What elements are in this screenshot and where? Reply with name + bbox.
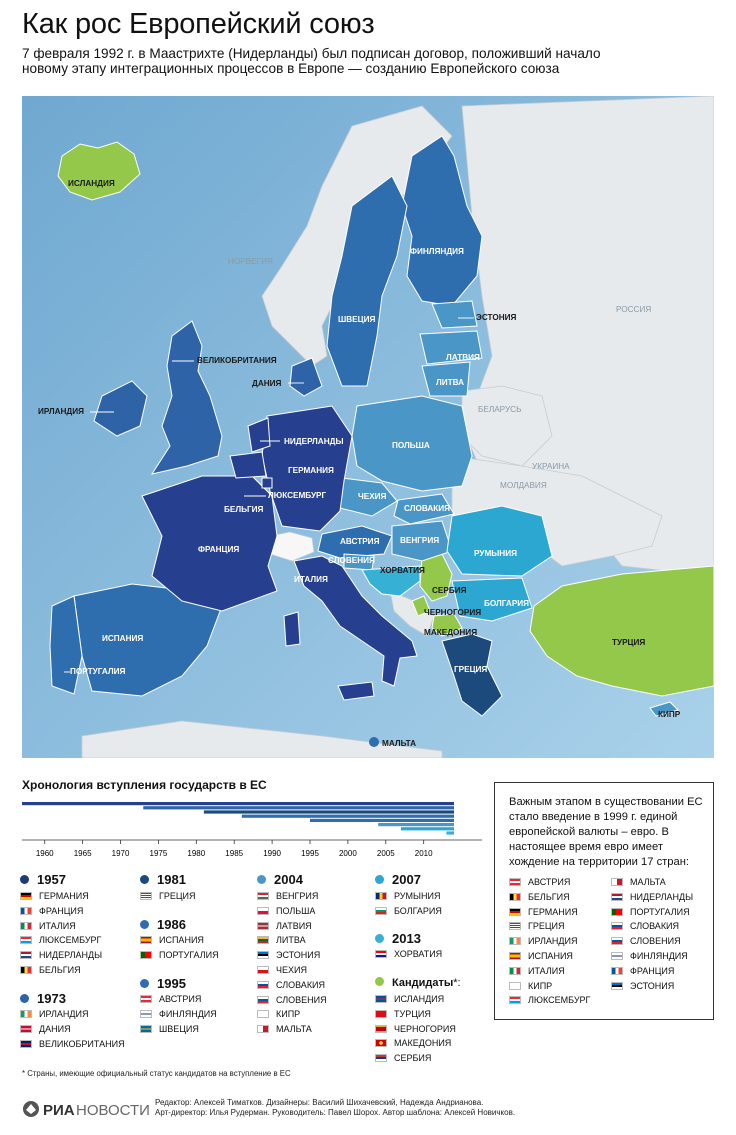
euro-country-name: ЭСТОНИЯ: [630, 980, 675, 991]
sardinia-shape: [284, 612, 300, 646]
euro-country: [509, 951, 573, 961]
legend-country-name: ЛИТВА: [276, 935, 306, 946]
map-label-turkey: ТУРЦИЯ: [612, 638, 646, 647]
map-label-romania: РУМЫНИЯ: [474, 549, 517, 558]
eu-map: [22, 96, 714, 758]
euro-country: [611, 951, 688, 961]
timeline-bar-1995: [310, 819, 454, 822]
flag-icon: [509, 982, 521, 990]
euro-country: [611, 936, 681, 946]
map-label-portugal: ПОРТУГАЛИЯ: [70, 667, 126, 676]
euro-country-name: ФРАНЦИЯ: [630, 965, 675, 976]
legend-year-2007: [375, 872, 421, 887]
euro-country-name: БЕЛЬГИЯ: [528, 891, 570, 902]
legend-dot-2007: [375, 875, 384, 884]
timeline-bar-2013: [446, 831, 454, 834]
map-label-serbia: СЕРБИЯ: [432, 586, 467, 595]
legend-country-name: ГЕРМАНИЯ: [39, 891, 89, 901]
legend-candidates: [375, 977, 461, 989]
legend-country-name: ЧЕРНОГОРИЯ: [394, 1023, 456, 1034]
euro-country: [611, 921, 679, 931]
legend-year-label-2007: 2007: [392, 872, 421, 887]
legend-country-name: СЕРБИЯ: [394, 1053, 432, 1064]
legend-year-label-1957: 1957: [37, 872, 66, 887]
map-label-ireland: ИРЛАНДИЯ: [38, 407, 85, 416]
flag-icon: [611, 952, 623, 960]
euro-country-name: ГРЕЦИЯ: [528, 921, 565, 932]
legend-country: [257, 891, 318, 901]
credits: [155, 1098, 515, 1118]
flag-icon: [140, 892, 152, 900]
legend-country-name: АВСТРИЯ: [159, 994, 202, 1004]
timeline-bar-2004: [378, 823, 454, 826]
flag-icon: [375, 1054, 387, 1062]
flag-icon: [257, 892, 269, 900]
euro-country-name: МАЛЬТА: [630, 877, 666, 887]
legend-country-name: ВЕНГРИЯ: [276, 891, 319, 901]
flag-icon: [611, 893, 623, 901]
map-label-moldova: МОЛДАВИЯ: [500, 481, 547, 490]
legend-dot-2004: [257, 875, 266, 884]
euro-country: [611, 892, 693, 902]
flag-icon: [140, 1010, 152, 1018]
ria-novosti-logo: [22, 1098, 152, 1120]
euro-country: [611, 966, 674, 976]
flag-icon: [257, 966, 269, 974]
map-label-macedonia: МАКЕДОНИЯ: [424, 628, 478, 637]
timeline-tick-label: 1965: [73, 849, 92, 858]
map-label-ukraine: УКРАИНА: [532, 462, 570, 471]
map-label-slovenia: СЛОВЕНИЯ: [328, 556, 375, 565]
subtitle-line-2: новому этапу интеграционных процессов в Европе — созданию Европейского союза: [22, 61, 560, 76]
legend-year-2004: [257, 872, 303, 887]
legend-country-name: БЕЛЬГИЯ: [39, 965, 81, 975]
legend-country-name: БОЛГАРИЯ: [394, 905, 442, 916]
legend-country-name: ЧЕХИЯ: [276, 965, 307, 975]
legend-country: [375, 906, 442, 916]
timeline-tick-label: 2005: [376, 849, 395, 858]
chronology-title: Хронология вступления государств в ЕС: [22, 778, 267, 792]
map-label-finland: ФИНЛЯНДИЯ: [410, 247, 464, 256]
euro-country: [509, 921, 565, 931]
flag-icon: [509, 967, 521, 975]
subtitle-line-1: 7 февраля 1992 г. в Маастрихте (Нидерланды) был подписан договор, положивший начало: [22, 46, 601, 61]
timeline-bar-1986: [242, 815, 454, 818]
chronology-timeline: [22, 796, 482, 860]
map-label-russia: РОССИЯ: [616, 305, 652, 314]
legend-country: [20, 1024, 71, 1034]
legend-country: [257, 921, 312, 931]
legend-country-name: ЛЮКСЕМБУРГ: [39, 935, 102, 946]
legend-country: [257, 906, 315, 916]
legend-year-1981: [140, 872, 186, 887]
map-label-lithuania: ЛИТВА: [436, 378, 465, 387]
legend-country: [20, 1009, 88, 1019]
legend-country: [257, 995, 327, 1005]
legend-dot-candidates: [375, 977, 384, 986]
legend-country-name: ЛАТВИЯ: [276, 920, 312, 931]
map-label-norway: НОРВЕГИЯ: [228, 257, 273, 266]
legend-country-name: ФРАНЦИЯ: [39, 905, 84, 916]
euro-country-name: ПОРТУГАЛИЯ: [630, 906, 690, 917]
flag-icon: [611, 937, 623, 945]
flag-icon: [257, 907, 269, 915]
legend-country: [140, 1009, 217, 1019]
legend-country-name: СЛОВАКИЯ: [276, 979, 326, 990]
legend-dot-1957: [20, 875, 29, 884]
legend-year-1957: [20, 872, 66, 887]
page-subtitle: [22, 46, 712, 76]
euro-country: [611, 877, 666, 887]
legend-country-name: МАКЕДОНИЯ: [394, 1038, 452, 1049]
flag-icon: [375, 950, 387, 958]
map-label-poland: ПОЛЬША: [392, 441, 430, 450]
map-label-belgium: БЕЛЬГИЯ: [224, 505, 264, 514]
euro-country-name: СЛОВЕНИЯ: [630, 936, 681, 947]
timeline-tick-label: 1990: [263, 849, 282, 858]
euro-country: [509, 877, 570, 887]
euro-country: [509, 936, 577, 946]
legend-year-label-2004: 2004: [274, 872, 303, 887]
legend-country-name: МАЛЬТА: [276, 1024, 312, 1035]
euro-country: [509, 907, 578, 917]
legend-country-name: РУМЫНИЯ: [394, 891, 441, 901]
map-label-latvia: ЛАТВИЯ: [446, 353, 480, 362]
flag-icon: [375, 907, 387, 915]
legend-country-name: ИТАЛИЯ: [39, 920, 76, 931]
legend-dot-1995: [140, 979, 149, 988]
legend-candidates-label: Кандидаты: [392, 977, 454, 989]
map-label-hungary: ВЕНГРИЯ: [400, 536, 440, 545]
legend-year-1995: [140, 976, 186, 991]
flag-icon: [20, 892, 32, 900]
flag-icon: [20, 936, 32, 944]
map-label-bulgaria: БОЛГАРИЯ: [484, 599, 530, 608]
map-label-luxembourg: ЛЮКСЕМБУРГ: [268, 491, 327, 500]
credits-line-1: Редактор: Алексей Тиматков. Дизайнеры: Василий Шихачевский, Надежда Андрианова.: [155, 1098, 484, 1107]
flag-icon: [140, 995, 152, 1003]
logo-text-novosti: НОВОСТИ: [76, 1102, 150, 1119]
euro-country-name: КИПР: [528, 980, 553, 991]
flag-icon: [140, 936, 152, 944]
legend-country: [140, 950, 219, 960]
flag-icon: [375, 995, 387, 1003]
flag-icon: [20, 907, 32, 915]
legend-country-name: ТУРЦИЯ: [394, 1008, 431, 1019]
romania-shape: [447, 506, 552, 576]
map-label-estonia: ЭСТОНИЯ: [476, 313, 517, 322]
timeline-tick-label: 1980: [187, 849, 206, 858]
map-label-slovakia: СЛОВАКИЯ: [404, 504, 451, 513]
timeline-bar-1957: [22, 802, 454, 805]
legend-country: [257, 935, 306, 945]
credits-line-2: Арт-директор: Илья Рудерман. Руководитель: Павел Шорох. Автор шаблона: Алексей Новичков.: [155, 1108, 516, 1117]
euro-country-name: ГЕРМАНИЯ: [528, 906, 578, 917]
legend-candidates-asterisk: *:: [453, 977, 461, 989]
flag-icon: [375, 892, 387, 900]
euro-country-name: АВСТРИЯ: [528, 877, 571, 887]
legend-country: [257, 1024, 312, 1034]
timeline-tick-label: 2000: [338, 849, 357, 858]
map-label-netherlands: НИДЕРЛАНДЫ: [284, 437, 344, 446]
euro-country-name: ИТАЛИЯ: [528, 965, 565, 976]
map-label-iceland: ИСЛАНДИЯ: [68, 179, 115, 188]
flag-icon: [257, 981, 269, 989]
flag-icon: [257, 996, 269, 1004]
legend-dot-1973: [20, 994, 29, 1003]
malta-shape: [369, 737, 379, 747]
euro-country: [509, 995, 590, 1005]
legend-year-label-1981: 1981: [157, 872, 186, 887]
legend-country-name: СЛОВЕНИЯ: [276, 994, 327, 1005]
flag-icon: [611, 908, 623, 916]
map-label-montenegro: ЧЕРНОГОРИЯ: [424, 608, 482, 617]
flag-icon: [509, 893, 521, 901]
flag-icon: [257, 1025, 269, 1033]
luxembourg-shape: [262, 478, 272, 488]
map-label-denmark: ДАНИЯ: [252, 379, 282, 388]
legend-country-name: ИРЛАНДИЯ: [39, 1009, 89, 1019]
map-label-malta: МАЛЬТА: [382, 739, 417, 748]
flag-icon: [611, 982, 623, 990]
legend-country-name: ИСЛАНДИЯ: [394, 994, 445, 1004]
flag-icon: [375, 1039, 387, 1047]
belgium-shape: [230, 452, 266, 478]
map-label-germany: ГЕРМАНИЯ: [288, 466, 334, 475]
legend-country: [20, 906, 83, 916]
legend-country-name: ПОЛЬША: [276, 905, 316, 916]
legend-year-label-1995: 1995: [157, 976, 186, 991]
logo-text-ria: РИА: [43, 1102, 75, 1119]
euro-country: [611, 907, 690, 917]
flag-icon: [257, 951, 269, 959]
flag-icon: [611, 967, 623, 975]
legend-country-name: ШВЕЦИЯ: [159, 1023, 199, 1034]
flag-icon: [140, 951, 152, 959]
legend-country: [140, 891, 196, 901]
flag-icon: [611, 878, 623, 886]
flag-icon: [20, 922, 32, 930]
legend-country: [375, 949, 442, 959]
legend-year-1986: [140, 917, 186, 932]
euro-country: [611, 981, 674, 991]
timeline-tick-label: 1995: [301, 849, 319, 858]
flag-icon: [509, 908, 521, 916]
legend-country-name: КИПР: [276, 1009, 301, 1020]
legend-country-name: НИДЕРЛАНДЫ: [39, 950, 103, 961]
map-label-austria: АВСТРИЯ: [340, 537, 380, 546]
euro-country-name: ФИНЛЯНДИЯ: [630, 951, 688, 961]
legend-country: [375, 994, 444, 1004]
flag-icon: [20, 966, 32, 974]
legend-country: [375, 891, 440, 901]
map-label-belarus: БЕЛАРУСЬ: [478, 405, 522, 414]
flag-icon: [20, 1025, 32, 1033]
euro-country-name: ИСПАНИЯ: [528, 951, 573, 961]
timeline-bar-1981: [204, 810, 454, 813]
timeline-tick-label: 1970: [111, 849, 130, 858]
map-label-italy: ИТАЛИЯ: [294, 575, 328, 584]
flag-icon: [20, 1010, 32, 1018]
map-label-cyprus: КИПР: [658, 710, 681, 719]
timeline-tick-label: 1960: [35, 849, 54, 858]
euro-country: [509, 892, 570, 902]
flag-icon: [257, 936, 269, 944]
timeline-tick-label: 1975: [149, 849, 168, 858]
legend-country: [375, 1009, 431, 1019]
flag-icon: [257, 1010, 269, 1018]
euro-country-name: СЛОВАКИЯ: [630, 921, 680, 932]
legend-country-name: ПОРТУГАЛИЯ: [159, 949, 219, 960]
flag-icon: [257, 922, 269, 930]
legend-country: [257, 965, 307, 975]
flag-icon: [20, 951, 32, 959]
euro-country-name: ЛЮКСЕМБУРГ: [528, 995, 591, 1006]
flag-icon: [375, 1025, 387, 1033]
map-label-sweden: ШВЕЦИЯ: [338, 315, 376, 324]
legend-year-2013: [375, 931, 421, 946]
map-label-czechia: ЧЕХИЯ: [358, 492, 387, 501]
legend-country: [257, 1009, 300, 1019]
legend-country: [257, 950, 320, 960]
legend-year-label-1973: 1973: [37, 991, 66, 1006]
timeline-tick-label: 1985: [225, 849, 244, 858]
flag-icon: [140, 1025, 152, 1033]
legend-dot-2013: [375, 934, 384, 943]
legend-country: [20, 1039, 125, 1049]
euro-country: [509, 981, 552, 991]
flag-icon: [509, 952, 521, 960]
map-label-uk: ВЕЛИКОБРИТАНИЯ: [197, 356, 277, 365]
legend-country-name: ХОРВАТИЯ: [394, 949, 443, 959]
legend-country-name: ДАНИЯ: [39, 1023, 71, 1034]
legend-country: [375, 1038, 451, 1048]
map-label-greece: ГРЕЦИЯ: [454, 665, 488, 674]
legend-country: [375, 1053, 431, 1063]
flag-icon: [611, 922, 623, 930]
map-label-croatia: ХОРВАТИЯ: [380, 566, 425, 575]
legend-country: [20, 921, 76, 931]
legend-country: [140, 994, 201, 1004]
timeline-tick-label: 2010: [414, 849, 433, 858]
euro-country: [509, 966, 565, 976]
euro-info-box: [494, 782, 714, 1020]
euro-country-name: НИДЕРЛАНДЫ: [630, 891, 694, 902]
legend-country-name: ГРЕЦИЯ: [159, 891, 196, 901]
legend-country: [257, 980, 325, 990]
legend-country: [20, 891, 89, 901]
legend-country-name: ЭСТОНИЯ: [276, 950, 321, 961]
page-title: Как рос Европейский союз: [22, 8, 375, 40]
legend-year-label-2013: 2013: [392, 931, 421, 946]
euro-info-text: Важным этапом в существовании ЕС стало введение в 1999 г. единой европейской валюты – евро. В настоящее время евро имеет хождение на территории 17 стран:: [509, 796, 703, 868]
flag-icon: [509, 937, 521, 945]
flag-icon: [509, 922, 521, 930]
legend-year-1973: [20, 991, 66, 1006]
timeline-bar-2007: [401, 827, 454, 830]
legend-country: [140, 1024, 199, 1034]
legend-country: [20, 965, 81, 975]
legend-country: [20, 935, 101, 945]
footnote: * Страны, имеющие официальный статус кандидатов на вступление в ЕС: [22, 1069, 291, 1078]
flag-icon: [375, 1010, 387, 1018]
euro-country-name: ИРЛАНДИЯ: [528, 936, 578, 947]
legend-country: [140, 935, 204, 945]
legend-dot-1981: [140, 875, 149, 884]
legend-year-label-1986: 1986: [157, 917, 186, 932]
legend-country-name: ВЕЛИКОБРИТАНИЯ: [39, 1038, 125, 1049]
legend-dot-1986: [140, 920, 149, 929]
map-label-spain: ИСПАНИЯ: [102, 634, 144, 643]
timeline-bar-1973: [143, 806, 454, 809]
legend-country: [20, 950, 102, 960]
legend-country-name: ИСПАНИЯ: [159, 935, 204, 945]
legend-country-name: ФИНЛЯНДИЯ: [159, 1008, 217, 1019]
flag-icon: [509, 878, 521, 886]
map-label-france: ФРАНЦИЯ: [198, 545, 240, 554]
legend-country: [375, 1024, 456, 1034]
flag-icon: [20, 1040, 32, 1048]
flag-icon: [509, 996, 521, 1004]
